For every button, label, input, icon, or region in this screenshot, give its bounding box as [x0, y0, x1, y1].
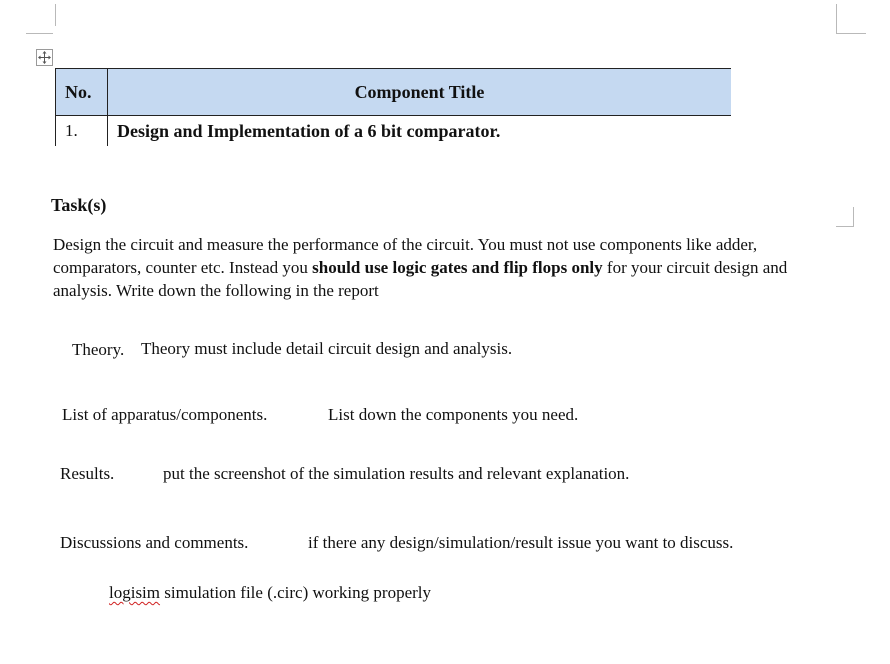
task-paragraph: [53, 233, 833, 302]
task-paragraph-part2: for your circuit design and analysis. Write down the following in the report: [53, 258, 788, 300]
footer-line: [109, 582, 431, 604]
item-description-theory: Theory must include detail circuit design and analysis.: [141, 339, 513, 358]
table-row: [56, 116, 732, 147]
item-label-discussions: Discussions and comments.: [60, 533, 249, 552]
misspelled-word[interactable]: logisim: [109, 583, 161, 602]
crop-mark-top-right-vertical: [836, 4, 837, 33]
crop-mark-top-right-horizontal: [836, 33, 866, 34]
item-description-discussions: if there any design/simulation/result issue you want to discuss.: [308, 533, 734, 552]
table-move-handle[interactable]: [36, 49, 53, 66]
footer-rest: simulation file (.circ) working properly: [160, 583, 431, 602]
item-label-apparatus: List of apparatus/components.: [62, 405, 268, 424]
cell-no: 1.: [56, 116, 108, 147]
header-no: No.: [56, 69, 108, 116]
crop-mark-right-vertical: [853, 207, 854, 227]
task-heading: Task(s): [51, 195, 107, 215]
component-table: [55, 68, 731, 146]
header-component-title: Component Title: [108, 69, 732, 116]
move-arrows-icon: [37, 50, 52, 65]
crop-mark-top-left-horizontal: [26, 33, 53, 34]
crop-mark-top-left-vertical: [55, 4, 56, 26]
table-header-row: [56, 69, 732, 116]
item-description-apparatus: List down the components you need.: [328, 405, 579, 424]
task-paragraph-part1: Design the circuit and measure the performance of the circuit. You must not use components like adder, comparators, counter etc. Instead you: [53, 235, 758, 277]
item-label-theory: Theory.: [72, 340, 125, 359]
crop-mark-right-horizontal: [836, 226, 854, 227]
cell-component-title: Design and Implementation of a 6 bit comparator.: [117, 120, 501, 141]
task-paragraph-bold: should use logic gates and flip flops only: [312, 258, 603, 277]
item-label-results: Results.: [60, 464, 115, 483]
item-description-results: put the screenshot of the simulation results and relevant explanation.: [163, 464, 630, 483]
